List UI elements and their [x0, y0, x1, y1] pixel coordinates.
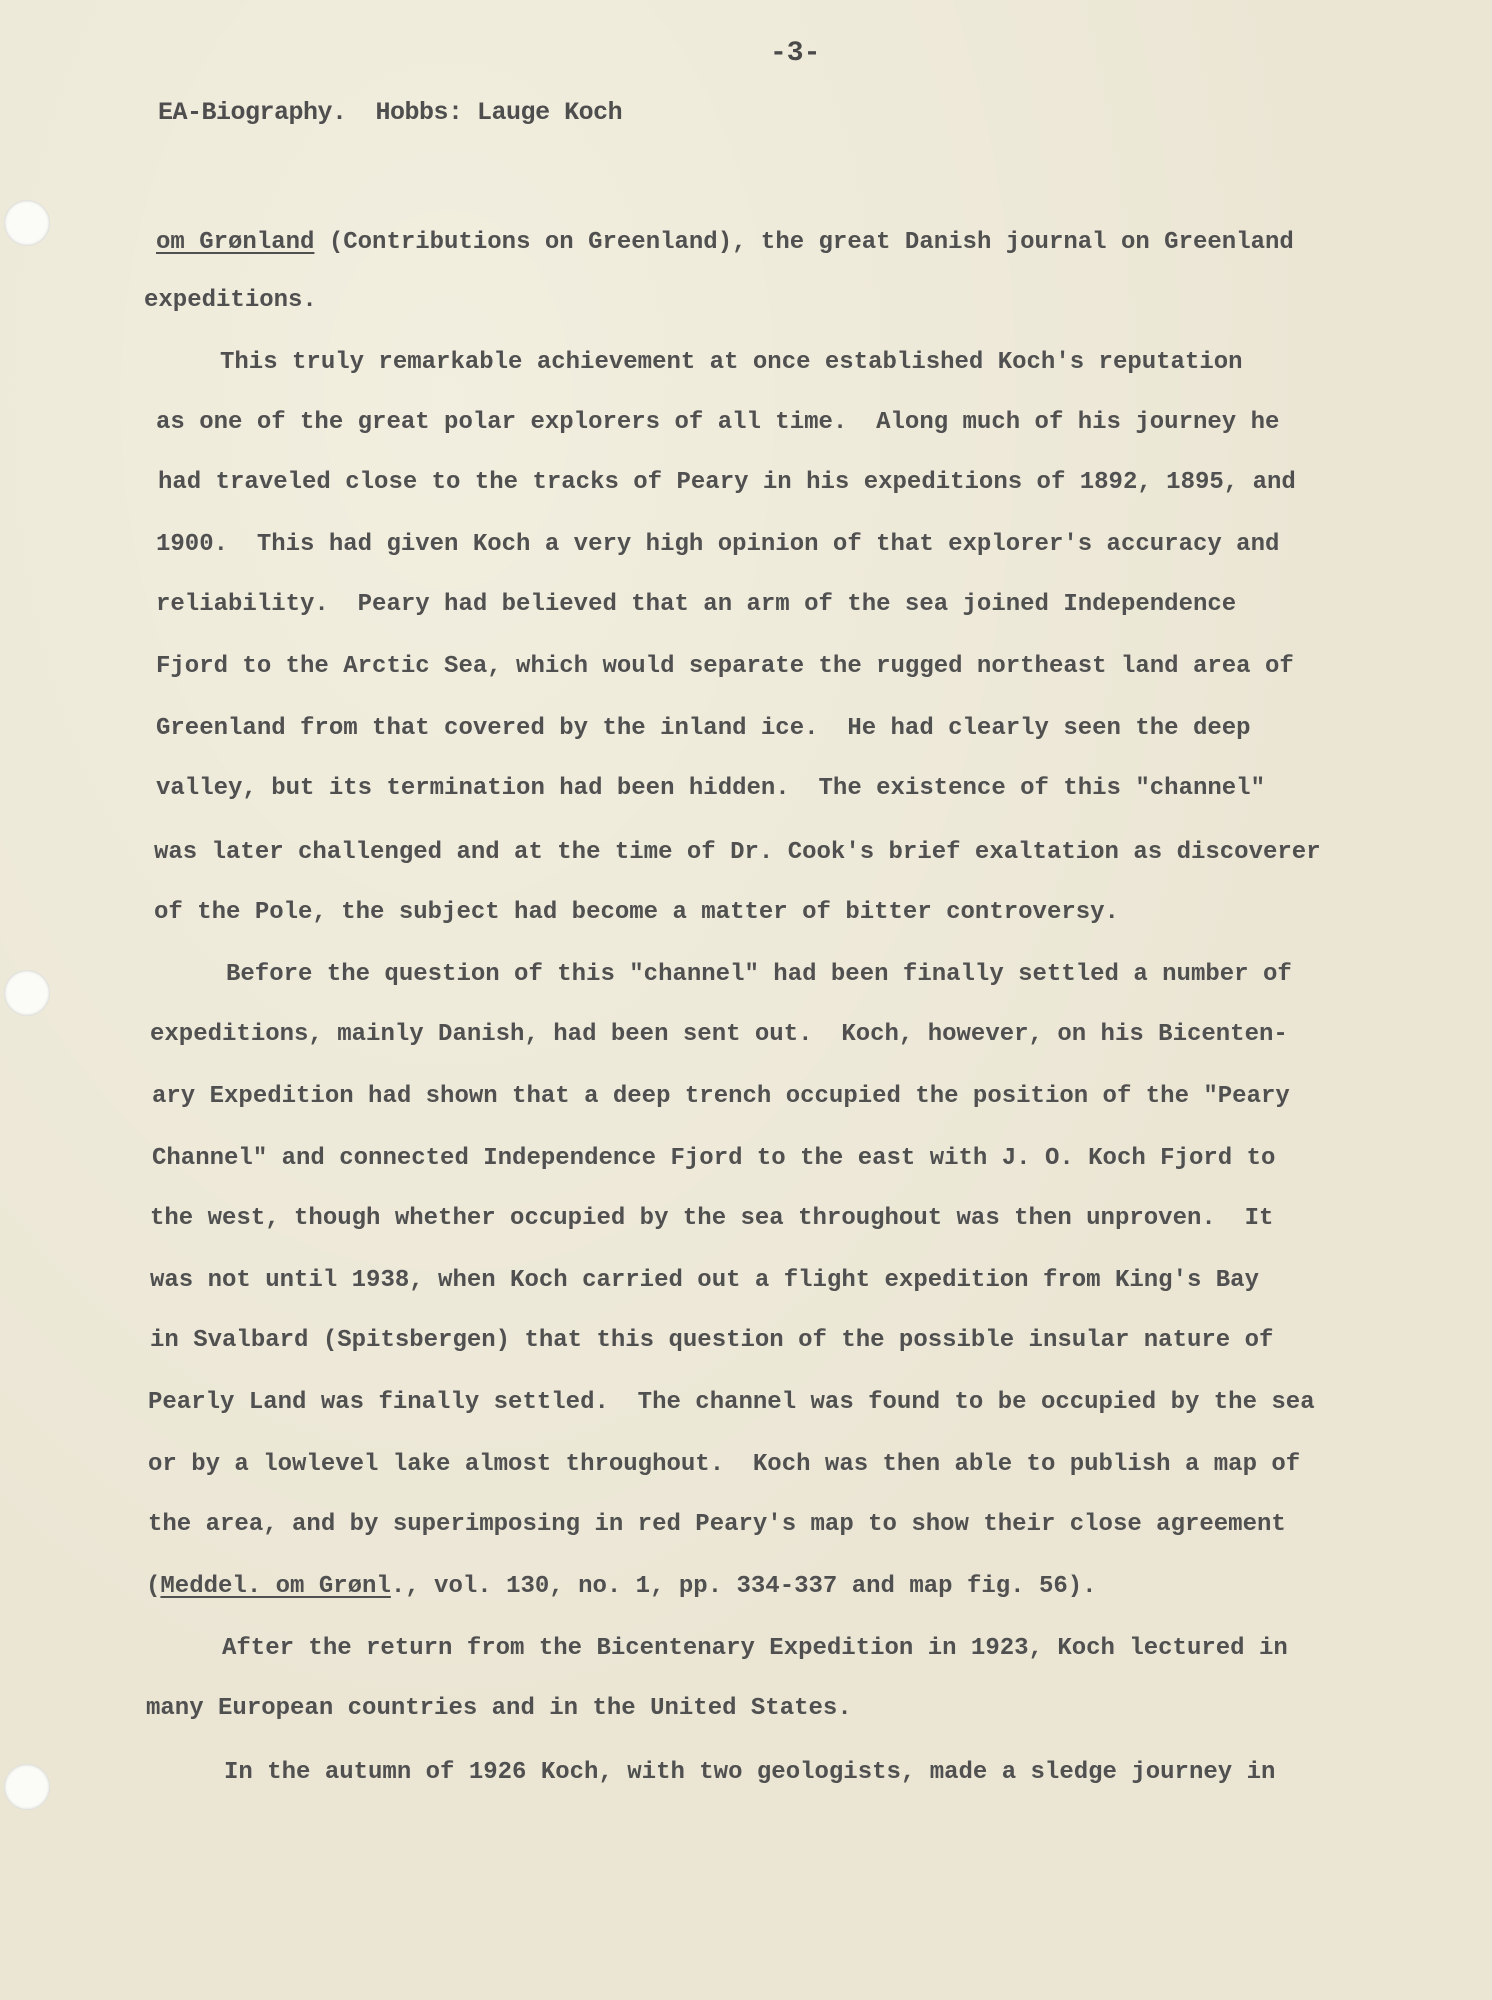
text-line: the area, and by superimposing in red Peary's map to show their close agreement: [148, 1511, 1286, 1538]
underlined-title: om Grønland: [156, 229, 315, 256]
text-line: Pearly Land was finally settled. The channel was found to be occupied by the sea: [148, 1389, 1315, 1416]
text-line: ary Expedition had shown that a deep trench occupied the position of the "Peary: [152, 1083, 1290, 1110]
text-line: the west, though whether occupied by the sea throughout was then unproven. It: [150, 1205, 1274, 1232]
text-line: reliability. Peary had believed that an arm of the sea joined Independence: [156, 591, 1237, 618]
text-line: Channel" and connected Independence Fjord to the east with J. O. Koch Fjord to: [152, 1145, 1276, 1172]
text-line: was not until 1938, when Koch carried out a flight expedition from King's Bay: [150, 1267, 1259, 1294]
text-line: expeditions, mainly Danish, had been sent out. Koch, however, on his Bicenten-: [150, 1021, 1288, 1048]
text-line: Greenland from that covered by the inland ice. He had clearly seen the deep: [156, 715, 1251, 742]
document-header: EA-Biography. Hobbs: Lauge Koch: [158, 98, 623, 127]
paragraph-start: Before the question of this "channel" had been finally settled a number of: [226, 961, 1292, 988]
text-line: 1900. This had given Koch a very high opinion of that explorer's accuracy and: [156, 531, 1280, 558]
text-line: om Grønland (Contributions on Greenland), the great Danish journal on Greenland: [156, 229, 1294, 256]
paragraph-start: This truly remarkable achievement at once established Koch's reputation: [220, 349, 1243, 376]
text-line: as one of the great polar explorers of all time. Along much of his journey he: [156, 409, 1280, 436]
text-line: in Svalbard (Spitsbergen) that this question of the possible insular nature of: [150, 1327, 1274, 1354]
text-line: had traveled close to the tracks of Peary in his expeditions of 1892, 1895, and: [158, 469, 1296, 496]
text-line: of the Pole, the subject had become a matter of bitter controversy.: [154, 899, 1119, 926]
page-number: -3-: [770, 38, 821, 69]
text-line: valley, but its termination had been hidden. The existence of this "channel": [156, 775, 1265, 802]
text-line: was later challenged and at the time of Dr. Cook's brief exaltation as discoverer: [154, 839, 1321, 866]
paragraph-start: After the return from the Bicentenary Expedition in 1923, Koch lectured in: [222, 1635, 1288, 1662]
text-line: many European countries and in the United States.: [146, 1695, 852, 1722]
text-line: or by a lowlevel lake almost throughout. Koch was then able to publish a map of: [148, 1451, 1301, 1478]
underlined-citation: Meddel. om Grønl: [160, 1573, 391, 1600]
text-line: (Meddel. om Grønl., vol. 130, no. 1, pp. 334-337 and map fig. 56).: [146, 1573, 1097, 1600]
text-line: expeditions.: [144, 287, 317, 314]
text-line: Fjord to the Arctic Sea, which would separate the rugged northeast land area of: [156, 653, 1294, 680]
paragraph-start: In the autumn of 1926 Koch, with two geologists, made a sledge journey in: [224, 1759, 1276, 1786]
